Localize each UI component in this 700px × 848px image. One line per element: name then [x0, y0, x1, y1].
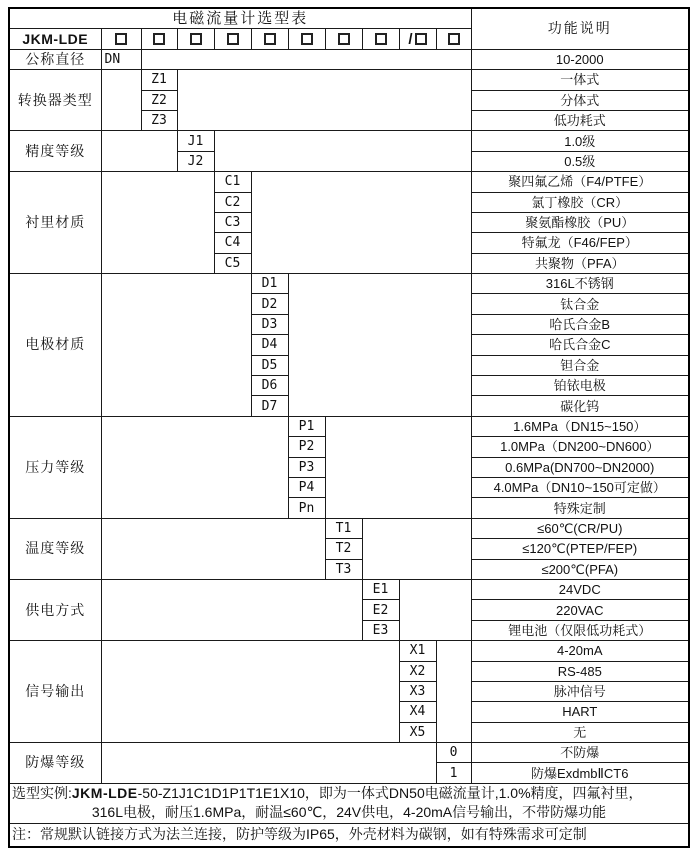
- checkbox-icon: [448, 33, 460, 45]
- category-label: 公称直径: [9, 49, 101, 69]
- option-code: D7: [251, 396, 288, 416]
- category-label: 转换器类型: [9, 70, 101, 131]
- category-label: 信号输出: [9, 641, 101, 743]
- option-description: 1.6MPa（DN15~150）: [471, 416, 689, 436]
- option-description: ≤60℃(CR/PU): [471, 518, 689, 538]
- option-description: 特氟龙（F46/FEP）: [471, 233, 689, 253]
- model-code-checkbox-cell: [399, 29, 436, 49]
- selection-example-line2: 316L电极，耐压1.6MPa，耐温≤60℃，24V供电，4-20mA信号输出，不带防爆功能: [91, 804, 607, 821]
- blank-span: [101, 743, 436, 784]
- option-code: Z3: [141, 110, 177, 130]
- selection-example: [9, 783, 689, 823]
- option-description: 0.6MPa(DN700~DN2000): [471, 457, 689, 477]
- flowmeter-selection-table: [8, 7, 690, 848]
- blank-span: [141, 49, 471, 69]
- option-row: [9, 49, 689, 69]
- option-row: [9, 743, 689, 763]
- blank-span: [251, 172, 471, 274]
- option-row: [9, 641, 689, 661]
- option-description: 24VDC: [471, 579, 689, 599]
- checkbox-icon: [264, 33, 276, 45]
- option-description: 聚四氟乙烯（F4/PTFE）: [471, 172, 689, 192]
- option-code: E3: [362, 620, 399, 640]
- option-description: 防爆ExdmbⅡCT6: [471, 763, 689, 783]
- table-header-section: [9, 8, 689, 49]
- function-column-header: 功能说明: [471, 8, 689, 49]
- checkbox-icon: [415, 33, 427, 45]
- option-row: [9, 518, 689, 538]
- option-row: [9, 416, 689, 436]
- blank-span: [101, 518, 325, 579]
- option-code: C1: [214, 172, 251, 192]
- blank-span: [214, 131, 471, 172]
- option-description: ≤120℃(PTEP/FEP): [471, 539, 689, 559]
- model-code-checkbox-cell: [101, 29, 141, 49]
- checkbox-icon: [190, 33, 202, 45]
- blank-span: [362, 518, 471, 579]
- option-description: 共聚物（PFA）: [471, 253, 689, 273]
- category-label: 防爆等级: [9, 743, 101, 784]
- model-code-checkbox-cell: [362, 29, 399, 49]
- option-description: 一体式: [471, 70, 689, 90]
- option-code: T3: [325, 559, 362, 579]
- option-code: Z2: [141, 90, 177, 110]
- category-label: 衬里材质: [9, 172, 101, 274]
- option-code: C5: [214, 253, 251, 273]
- option-code: P3: [288, 457, 325, 477]
- blank-span: [325, 416, 471, 518]
- blank-span: [101, 416, 288, 518]
- option-description: 4.0MPa（DN10~150可定做）: [471, 477, 689, 497]
- option-code: E2: [362, 600, 399, 620]
- model-code: JKM-LDE: [9, 29, 101, 49]
- slash-separator: /: [408, 30, 413, 48]
- option-code: X4: [399, 702, 436, 722]
- checkbox-icon: [153, 33, 165, 45]
- option-description: 316L不锈钢: [471, 274, 689, 294]
- blank-span: [101, 641, 399, 743]
- option-code: Pn: [288, 498, 325, 518]
- option-description: 10-2000: [471, 49, 689, 69]
- option-description: RS-485: [471, 661, 689, 681]
- option-description: 不防爆: [471, 743, 689, 763]
- checkbox-icon: [301, 33, 313, 45]
- option-code: P4: [288, 477, 325, 497]
- option-description: 特殊定制: [471, 498, 689, 518]
- option-code: D1: [251, 274, 288, 294]
- option-code: J1: [177, 131, 214, 151]
- checkbox-icon: [338, 33, 350, 45]
- option-code: D6: [251, 376, 288, 396]
- option-description: 钽合金: [471, 355, 689, 375]
- blank-span: [288, 274, 471, 417]
- option-description: HART: [471, 702, 689, 722]
- checkbox-icon: [115, 33, 127, 45]
- table-option-groups: [9, 49, 689, 783]
- option-code: DN: [101, 49, 141, 69]
- blank-span: [101, 172, 214, 274]
- option-description: 锂电池（仅限低功耗式）: [471, 620, 689, 640]
- category-label: 精度等级: [9, 131, 101, 172]
- option-code: C2: [214, 192, 251, 212]
- model-code-checkbox-cell: [141, 29, 177, 49]
- option-description: 钛合金: [471, 294, 689, 314]
- option-code: X5: [399, 722, 436, 742]
- option-code: X2: [399, 661, 436, 681]
- option-code: P2: [288, 437, 325, 457]
- option-code: D4: [251, 335, 288, 355]
- blank-span: [177, 70, 471, 131]
- title-row: [9, 8, 689, 29]
- blank-span: [101, 274, 251, 417]
- checkbox-icon: [227, 33, 239, 45]
- category-label: 温度等级: [9, 518, 101, 579]
- table-title: 电磁流量计选型表: [9, 8, 471, 29]
- option-description: 4-20mA: [471, 641, 689, 661]
- model-code-checkbox-cell: [251, 29, 288, 49]
- option-description: 1.0级: [471, 131, 689, 151]
- example-prefix: 选型实例:: [12, 785, 72, 802]
- option-description: ≤200℃(PFA): [471, 559, 689, 579]
- option-row: [9, 172, 689, 192]
- option-description: 脉冲信号: [471, 681, 689, 701]
- option-description: 聚氨酯橡胶（PU）: [471, 212, 689, 232]
- option-code: T2: [325, 539, 362, 559]
- option-code: P1: [288, 416, 325, 436]
- blank-span: [101, 579, 362, 640]
- model-code-checkbox-cell: [436, 29, 471, 49]
- option-code: 1: [436, 763, 471, 783]
- option-description: 分体式: [471, 90, 689, 110]
- example-rest: -50-Z1J1C1D1P1T1E1X10，即为一体式DN50电磁流量计,1.0%精度，四氟衬里，: [137, 785, 643, 802]
- example-model-code: JKM-LDE: [71, 785, 138, 802]
- option-description: 哈氏合金C: [471, 335, 689, 355]
- model-code-checkbox-cell: [325, 29, 362, 49]
- option-description: 1.0MPa（DN200~DN600）: [471, 437, 689, 457]
- option-code: E1: [362, 579, 399, 599]
- option-code: X1: [399, 641, 436, 661]
- blank-span: [101, 131, 177, 172]
- option-code: D2: [251, 294, 288, 314]
- option-code: J2: [177, 151, 214, 171]
- category-label: 电极材质: [9, 274, 101, 417]
- option-description: 铂铱电极: [471, 376, 689, 396]
- note-row: [9, 823, 689, 847]
- blank-span: [101, 70, 141, 131]
- page: [8, 7, 690, 848]
- option-description: 氯丁橡胶（CR）: [471, 192, 689, 212]
- option-code: D3: [251, 314, 288, 334]
- option-row: [9, 70, 689, 90]
- checkbox-icon: [375, 33, 387, 45]
- option-code: D5: [251, 355, 288, 375]
- option-description: 碳化钨: [471, 396, 689, 416]
- option-description: 无: [471, 722, 689, 742]
- blank-span: [399, 579, 471, 640]
- option-description: 低功耗式: [471, 110, 689, 130]
- table-footer-section: [9, 783, 689, 847]
- option-description: 哈氏合金B: [471, 314, 689, 334]
- note-line: 注：常规默认链接方式为法兰连接，防护等级为IP65，外壳材料为碳钢，如有特殊需求可定制: [9, 823, 689, 847]
- example-row: [9, 783, 689, 823]
- model-code-checkbox-cell: [177, 29, 214, 49]
- option-description: 220VAC: [471, 600, 689, 620]
- option-row: [9, 131, 689, 151]
- option-row: [9, 274, 689, 294]
- selection-example-line1: [10, 784, 688, 803]
- option-code: Z1: [141, 70, 177, 90]
- blank-span: [436, 641, 471, 743]
- option-code: 0: [436, 743, 471, 763]
- category-label: 压力等级: [9, 416, 101, 518]
- option-code: X3: [399, 681, 436, 701]
- option-code: C3: [214, 212, 251, 232]
- option-description: 0.5级: [471, 151, 689, 171]
- option-code: T1: [325, 518, 362, 538]
- option-code: C4: [214, 233, 251, 253]
- category-label: 供电方式: [9, 579, 101, 640]
- model-code-checkbox-cell: [214, 29, 251, 49]
- model-code-checkbox-cell: [288, 29, 325, 49]
- option-row: [9, 579, 689, 599]
